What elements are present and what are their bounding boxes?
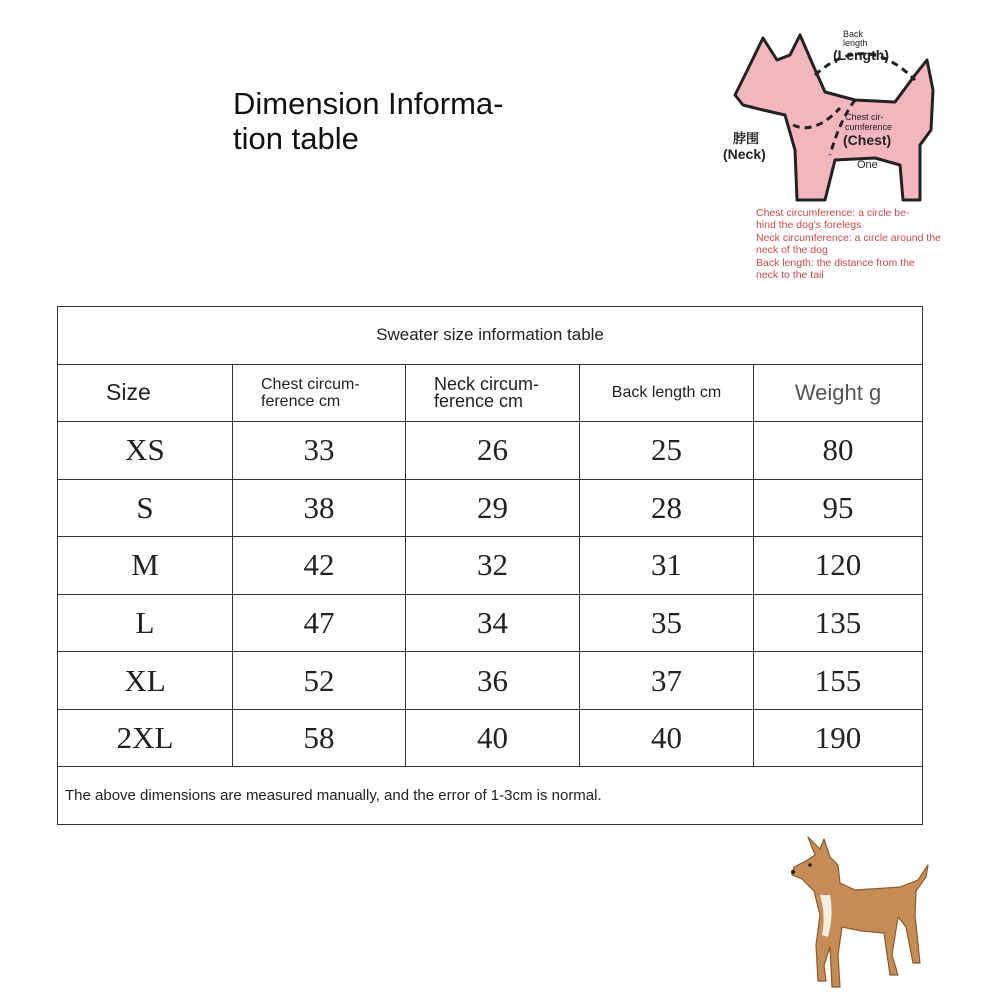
neck-cn-label: 脖围 <box>733 131 760 146</box>
cell-back: 31 <box>580 537 754 595</box>
cell-neck: 34 <box>406 594 580 652</box>
page-title: Dimension Informa- tion table <box>233 86 504 156</box>
cell-back: 28 <box>580 479 754 537</box>
table-caption: Sweater size information table <box>58 307 923 365</box>
header-size: Size <box>58 364 233 422</box>
header-chest: Chest circum- ference cm <box>233 364 406 422</box>
cell-size: XS <box>58 422 233 480</box>
table-caption-row <box>58 307 923 365</box>
table-header-row <box>58 364 923 422</box>
table-row <box>58 709 923 767</box>
table-row <box>58 422 923 480</box>
cell-back: 40 <box>580 709 754 767</box>
header-back: Back length cm <box>580 364 754 422</box>
measurement-notes <box>756 208 988 283</box>
cell-back: 37 <box>580 652 754 710</box>
header-weight: Weight g <box>754 364 923 422</box>
cell-chest: 42 <box>233 537 406 595</box>
cell-weight: 95 <box>754 479 923 537</box>
cell-chest: 58 <box>233 709 406 767</box>
cell-back: 35 <box>580 594 754 652</box>
table-footnote-row <box>58 767 923 825</box>
table-row <box>58 594 923 652</box>
cell-weight: 120 <box>754 537 923 595</box>
table-footnote: The above dimensions are measured manually, and the error of 1-3cm is normal. <box>58 767 923 825</box>
cell-weight: 135 <box>754 594 923 652</box>
chest-label: Chest cir-cumference <box>845 112 893 132</box>
neck-en-label: (Neck) <box>723 146 766 162</box>
table-row <box>58 537 923 595</box>
cell-size: S <box>58 479 233 537</box>
note-chest: Chest circumference: a circle be- hind the dog's forelegs <box>756 207 910 231</box>
cell-size: 2XL <box>58 709 233 767</box>
cell-chest: 38 <box>233 479 406 537</box>
cell-chest: 33 <box>233 422 406 480</box>
cell-weight: 80 <box>754 422 923 480</box>
one-label: One <box>857 159 878 171</box>
dog-measurement-diagram <box>715 20 995 220</box>
chest-en-label: (Chest) <box>843 132 892 148</box>
cell-weight: 190 <box>754 709 923 767</box>
cell-neck: 36 <box>406 652 580 710</box>
length-label: (Length) <box>833 47 889 63</box>
size-table <box>57 306 923 825</box>
cell-size: L <box>58 594 233 652</box>
cell-chest: 47 <box>233 594 406 652</box>
back-length-label: Back length <box>843 29 868 48</box>
cell-back: 25 <box>580 422 754 480</box>
note-neck: Neck circumference: a circle around the neck of the dog <box>756 232 941 256</box>
cell-neck: 40 <box>406 709 580 767</box>
note-back: Back length: the distance from the neck to the tail <box>756 257 915 281</box>
cell-size: XL <box>58 652 233 710</box>
cell-neck: 32 <box>406 537 580 595</box>
dog-photo-illustration <box>780 835 940 995</box>
table-row <box>58 479 923 537</box>
table-row <box>58 652 923 710</box>
header-neck: Neck circum- ference cm <box>406 364 580 422</box>
cell-neck: 29 <box>406 479 580 537</box>
cell-chest: 52 <box>233 652 406 710</box>
cell-weight: 155 <box>754 652 923 710</box>
cell-neck: 26 <box>406 422 580 480</box>
cell-size: M <box>58 537 233 595</box>
